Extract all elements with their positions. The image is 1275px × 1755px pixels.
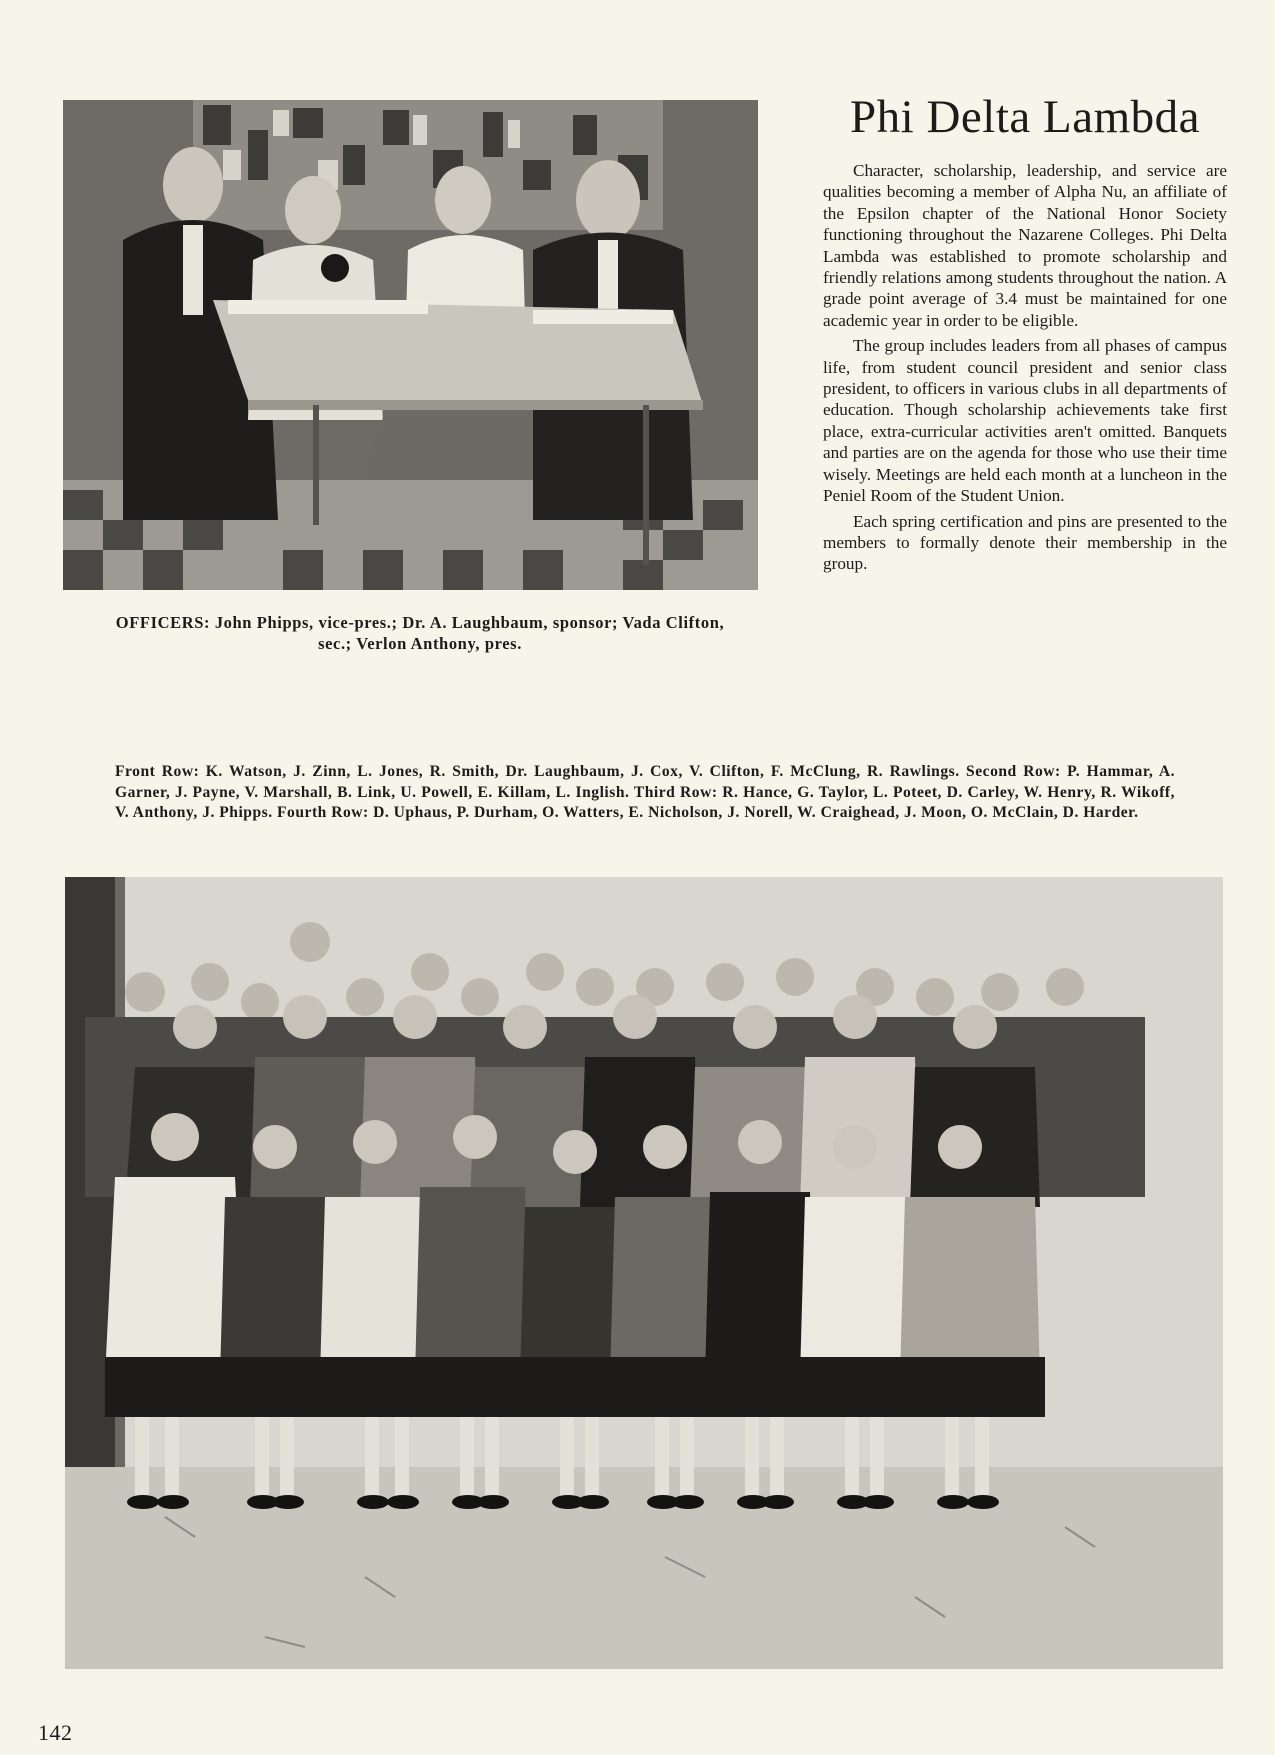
page-number: 142 xyxy=(38,1720,73,1745)
officers-photo xyxy=(63,100,758,590)
officers-photo-art xyxy=(63,100,758,590)
paragraph: Each spring certification and pins are presented to the members to formally denote their membership in the group. xyxy=(823,511,1227,574)
page-title: Phi Delta Lambda xyxy=(850,91,1200,143)
group-photo xyxy=(65,877,1223,1669)
group-photo-art xyxy=(65,877,1223,1669)
article-body xyxy=(823,160,1227,579)
paragraph: The group includes leaders from all phases of campus life, from student council president and senior class president, to officers in various clubs in all departments of education. Though scholarship achievements take first place, extra-curricular activities aren't omitted. Banquets and parties are on the agenda for those who use their time wisely. Meetings are held each month at a luncheon in the Peniel Room of the Student Union. xyxy=(823,336,1227,506)
officers-caption: OFFICERS: John Phipps, vice-pres.; Dr. A. Laughbaum, sponsor; Vada Clifton, sec.; Verlon Anthony, pres. xyxy=(115,613,725,653)
members-caption: Front Row: K. Watson, J. Zinn, L. Jones, R. Smith, Dr. Laughbaum, J. Cox, V. Clifton, F. McClung, R. Rawlings. Second Row: P. Hammar, A. Garner, J. Payne, V. Marshall, B. Link, U. Powell, E. Killam, L. Inglish. Third Row: R. Hance, G. Taylor, L. Poteet, D. Carley, W. Henry, R. Wikoff, V. Anthony, J. Phipps. Fourth Row: D. Uphaus, P. Durham, O. Watters, E. Nicholson, J. Norell, W. Craighead, J. Moon, O. McClain, D. Harder. xyxy=(115,763,1175,821)
paragraph: Character, scholarship, leadership, and service are qualities becoming a member of Alpha Nu, an affiliate of the Epsilon chapter of the National Honor Society functioning throughout the Nazarene Colleges. Phi Delta Lambda was established to promote scholarship and friendly relations among students throughout the nation. A grade point average of 3.4 must be maintained for one academic year in order to be eligible. xyxy=(823,161,1227,330)
